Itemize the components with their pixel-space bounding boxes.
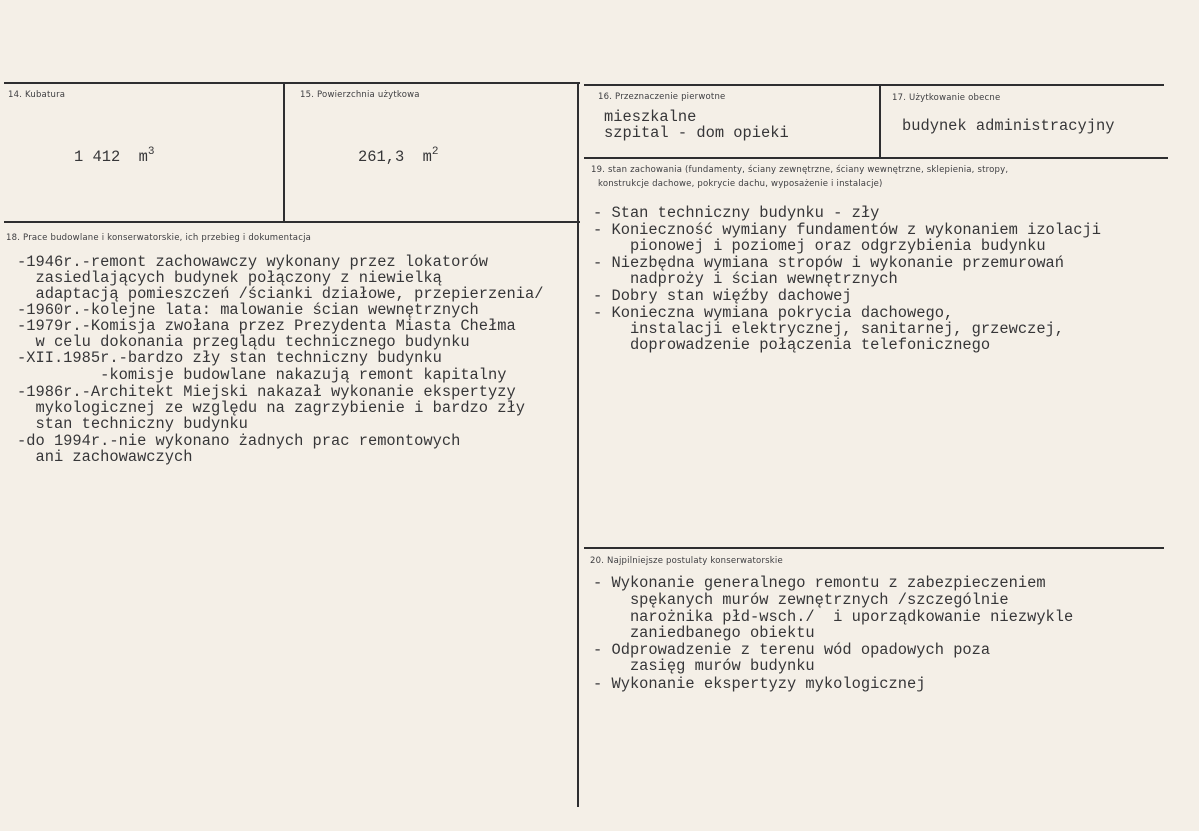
- rule-below-14-15: [4, 221, 580, 223]
- field-18-label: 18. Prace budowlane i konserwatorskie, ich przebieg i dokumentacja: [6, 233, 312, 243]
- field-16-line: mieszkalne: [604, 108, 697, 126]
- field-15-value: [358, 146, 439, 166]
- field-19-line: doprowadzenie połączenia telefonicznego: [593, 336, 991, 354]
- field-20-line: - Odprowadzenie z terenu wód opadowych poza: [593, 641, 991, 659]
- field-19-line: - Konieczność wymiany fundamentów z wykonaniem izolacji: [593, 221, 1101, 239]
- field-20-label: 20. Najpilniejsze postulaty konserwatorskie: [590, 556, 783, 566]
- field-18-line: -1960r.-kolejne lata: malowanie ścian wewnętrznych: [17, 301, 479, 319]
- top-rule-right: [584, 84, 1164, 86]
- field-20-line: - Wykonanie ekspertyzy mykologicznej: [593, 675, 926, 693]
- field-20-line: zaniedbanego obiektu: [593, 624, 815, 642]
- field-18-line: -komisje budowlane nakazują remont kapitalny: [17, 366, 507, 384]
- field-17-value: budynek administracyjny: [902, 117, 1115, 135]
- divider-center: [577, 83, 579, 807]
- field-19-line: - Dobry stan więźby dachowej: [593, 287, 852, 305]
- field-18-line: stan techniczny budynku: [17, 415, 248, 433]
- field-19-line: - Stan techniczny budynku - zły: [593, 204, 880, 222]
- rule-below-16-17: [584, 157, 1168, 159]
- field-17-label: 17. Użytkowanie obecne: [892, 93, 1001, 103]
- volume-unit-exponent: 3: [147, 146, 155, 158]
- field-19-label: 19. stan zachowania (fundamenty, ściany zewnętrzne, ściany wewnętrzne, sklepienia, stropy,: [591, 165, 1009, 175]
- field-18-line: mykologicznej ze względu na zagrzybienie i bardzo zły: [17, 399, 525, 417]
- field-19-line: - Konieczna wymiana pokrycia dachowego,: [593, 304, 954, 322]
- field-18-line: -do 1994r.-nie wykonano żadnych prac remontowych: [17, 432, 461, 450]
- field-19-label-cont: konstrukcje dachowe, pokrycie dachu, wyposażenie i instalacje): [598, 179, 883, 189]
- field-18-line: -1979r.-Komisja zwołana przez Prezydenta Miasta Chełma: [17, 317, 516, 335]
- top-rule-left: [4, 82, 580, 84]
- field-19-line: nadproży i ścian wewnętrznych: [593, 270, 898, 288]
- area-value: 261,3 m: [358, 148, 432, 166]
- divider-14-15: [283, 83, 285, 222]
- divider-16-17: [879, 85, 881, 158]
- field-14-value: [74, 146, 155, 166]
- field-15-label: 15. Powierzchnia użytkowa: [300, 90, 420, 100]
- field-19-line: - Niezbędna wymiana stropów i wykonanie przemurowań: [593, 254, 1065, 272]
- field-18-line: -1986r.-Architekt Miejski nakazał wykonanie ekspertyzy: [17, 383, 516, 401]
- field-19-line: pionowej i poziomej oraz odgrzybienia budynku: [593, 237, 1046, 255]
- field-20-line: - Wykonanie generalnego remontu z zabezpieczeniem: [593, 574, 1046, 592]
- area-unit-exponent: 2: [431, 146, 439, 158]
- field-18-line: adaptacją pomieszczeń /ścianki działowe, przepierzenia/: [17, 285, 544, 303]
- field-14-label: 14. Kubatura: [8, 90, 66, 100]
- field-20-line: narożnika płd-wsch./ i uporządkowanie niezwykle: [593, 608, 1074, 626]
- field-18-line: -1946r.-remont zachowawczy wykonany przez lokatorów: [17, 253, 489, 271]
- field-16-label: 16. Przeznaczenie pierwotne: [598, 92, 726, 102]
- field-20-line: spękanych murów zewnętrznych /szczególnie: [593, 591, 1009, 609]
- field-18-line: zasiedlających budynek połączony z niewielką: [17, 269, 442, 287]
- rule-above-20: [584, 547, 1164, 549]
- field-19-line: instalacji elektrycznej, sanitarnej, grzewczej,: [593, 320, 1065, 338]
- field-18-line: ani zachowawczych: [17, 448, 193, 466]
- field-20-line: zasięg murów budynku: [593, 657, 815, 675]
- field-18-line: w celu dokonania przeglądu technicznego budynku: [17, 333, 470, 351]
- volume-value: 1 412 m: [74, 148, 148, 166]
- field-18-line: -XII.1985r.-bardzo zły stan techniczny budynku: [17, 349, 442, 367]
- field-16-line: szpital - dom opieki: [604, 124, 789, 142]
